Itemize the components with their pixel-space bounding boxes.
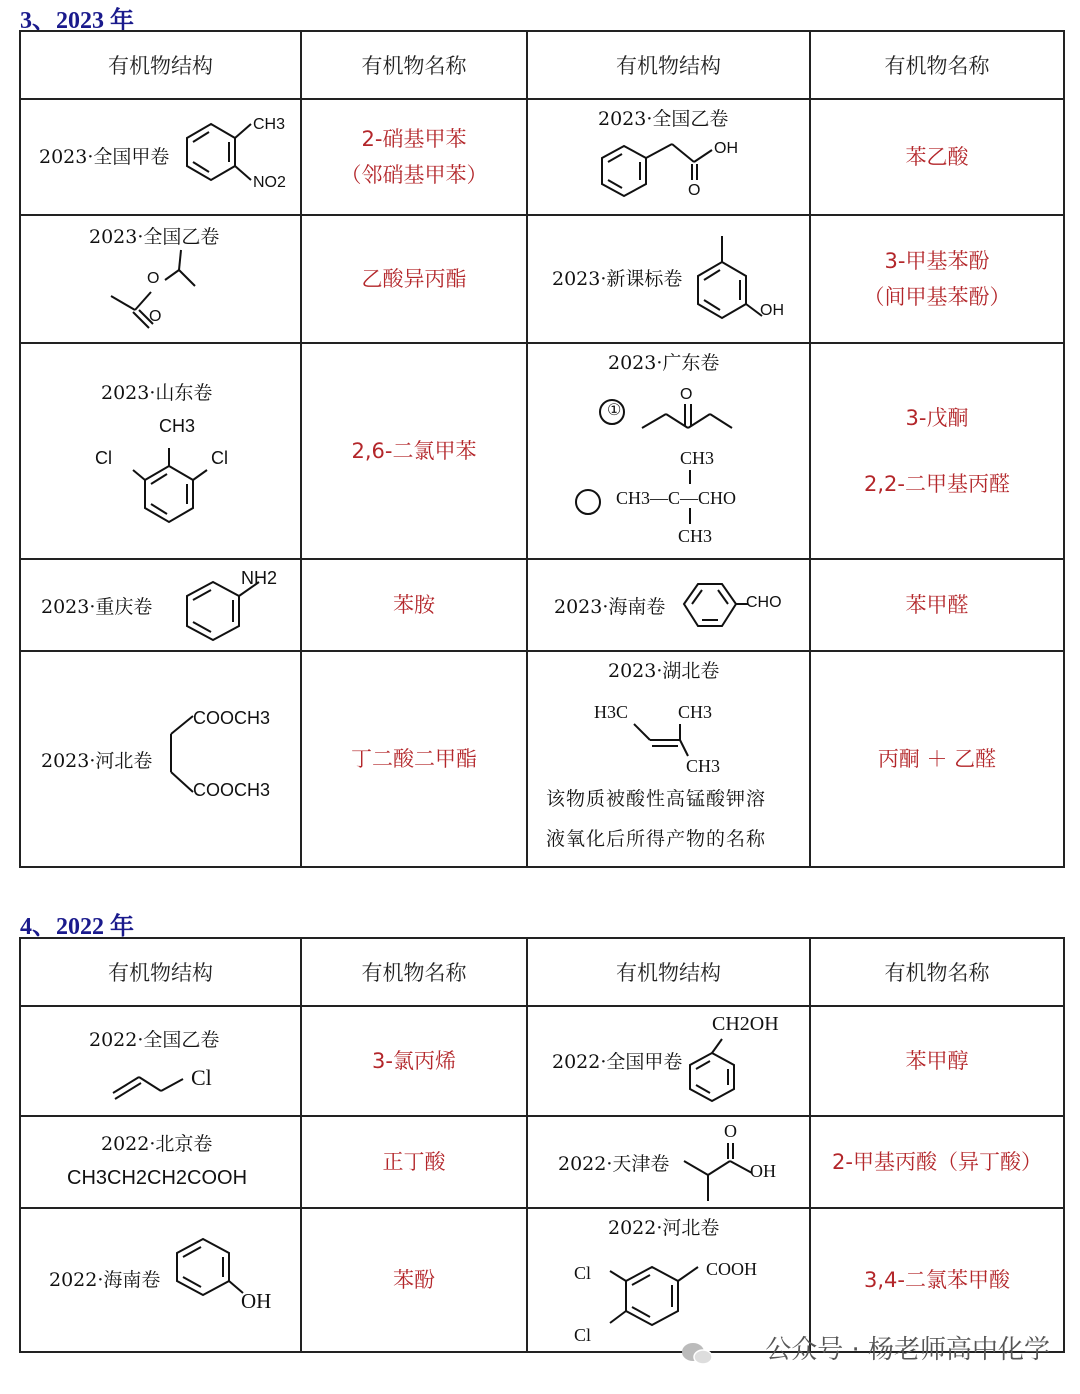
table-row (20, 99, 1064, 215)
structure-cell (527, 651, 810, 867)
cho-label: CHO (746, 594, 782, 611)
source-label: 2023·全国甲卷 (39, 146, 170, 168)
ch3-label: CH3 (678, 702, 713, 722)
cl-label: Cl (95, 448, 112, 468)
nh2-label: NH2 (241, 568, 278, 588)
oh-label: OH (760, 302, 784, 319)
table-row (20, 215, 1064, 343)
name-cell (810, 343, 1064, 559)
name-cell (810, 215, 1064, 343)
name-cell (810, 99, 1064, 215)
o-label: O (680, 386, 693, 403)
ch3-label: CH3 (159, 416, 196, 436)
source-label: 2022·河北卷 (608, 1217, 720, 1239)
table-row (20, 1006, 1064, 1116)
o-label: O (149, 308, 162, 325)
compound-name: 2-甲基丙酸（异丁酸） (832, 1150, 1042, 1174)
header-name: 有机物名称 (810, 938, 1064, 1006)
compound-name: 丙酮 ＋ 乙醛 (877, 747, 997, 771)
structure-cell (20, 559, 301, 651)
table-row (20, 343, 1064, 559)
cooch3-label: COOCH3 (193, 708, 271, 728)
butyric-acid-formula: CH3CH2CH2COOH (67, 1167, 248, 1189)
oh-label: OH (241, 1289, 272, 1313)
header-structure: 有机物结构 (20, 938, 301, 1006)
oh-label: OH (714, 140, 738, 157)
o-label: O (724, 1121, 737, 1141)
cooch3-label: COOCH3 (193, 780, 271, 800)
cooh-label: COOH (706, 1259, 758, 1279)
compound-name: 3,4-二氯苯甲酸 (864, 1268, 1010, 1292)
compound-alias: （邻硝基甲苯） (340, 163, 488, 187)
table-2023 (19, 30, 1065, 868)
o-label: O (147, 270, 160, 287)
question-note: 该物质被酸性高锰酸钾溶 (546, 788, 767, 810)
ch3-label: CH3 (678, 526, 713, 546)
compound-name: 2,6-二氯甲苯 (351, 439, 477, 463)
name-cell (810, 1006, 1064, 1116)
source-label: 2023·广东卷 (608, 352, 720, 374)
compound-name: 3-甲基苯酚 (884, 249, 990, 273)
table-row (20, 559, 1064, 651)
compound-name: 3-戊酮 (905, 406, 969, 430)
compound-name: 苯甲醛 (905, 593, 969, 617)
header-name: 有机物名称 (301, 938, 527, 1006)
watermark: 公众号 · 杨老师高中化学 (765, 1335, 1050, 1365)
compound-name: 正丁酸 (382, 1150, 446, 1174)
structure-cell (527, 1006, 810, 1116)
compound-name: 3-氯丙烯 (372, 1049, 456, 1073)
compound-name: 苯酚 (393, 1268, 435, 1292)
name-cell (301, 215, 527, 343)
structure-cell (527, 343, 810, 559)
source-label: 2023·山东卷 (101, 382, 213, 404)
allyl-chloride-structure (109, 1063, 199, 1103)
source-label: 2023·海南卷 (554, 596, 666, 618)
name-cell (301, 343, 527, 559)
section-title-2023: 3、2023 年 (20, 8, 134, 34)
ch2oh-label: CH2OH (712, 1013, 779, 1035)
name-cell (301, 651, 527, 867)
phenol-structure (171, 1233, 251, 1313)
compound-name: 苯甲醇 (905, 1049, 969, 1073)
name-cell (301, 1116, 527, 1208)
compound-name: 2,2-二甲基丙醛 (864, 472, 1010, 496)
ch3-label: CH3 (680, 448, 715, 468)
compound-name: 丁二酸二甲酯 (351, 747, 477, 771)
name-cell (301, 99, 527, 215)
name-cell (301, 559, 527, 651)
dichlorotoluene-structure (121, 436, 221, 546)
oh-label: OH (750, 1161, 776, 1181)
ch3-label: CH3 (686, 756, 721, 776)
dichlorobenzoic-acid-structure (594, 1253, 724, 1353)
compound-name: 乙酸异丙酯 (361, 267, 467, 291)
header-name: 有机物名称 (301, 31, 527, 99)
pivalaldehyde-formula: CH3—C—CHO (616, 488, 737, 508)
structure-cell (527, 559, 810, 651)
source-label: 2023·河北卷 (41, 750, 153, 772)
structure-cell (20, 215, 301, 343)
question-note: 液氧化后所得产物的名称 (546, 828, 767, 850)
cl-label: Cl (574, 1325, 592, 1345)
header-structure: 有机物结构 (527, 31, 810, 99)
h3c-label: H3C (594, 702, 629, 722)
vertical-bond (686, 468, 696, 528)
benzyl-alcohol-structure (688, 1037, 758, 1107)
name-cell (810, 651, 1064, 867)
table-header-row (20, 938, 1064, 1006)
no2-label: NO2 (253, 174, 286, 191)
compound-name: 苯胺 (393, 593, 435, 617)
source-label: 2023·湖北卷 (608, 660, 720, 682)
structure-cell (20, 343, 301, 559)
section-title-2022: 4、2022 年 (20, 914, 134, 940)
wechat-icon (680, 1340, 714, 1368)
table-row (20, 1116, 1064, 1208)
structure-cell (20, 1116, 301, 1208)
structure-cell (527, 99, 810, 215)
source-label: 2023·全国乙卷 (89, 226, 220, 248)
o-label: O (688, 182, 701, 199)
source-label: 2023·全国乙卷 (598, 108, 729, 130)
compound-name: 2-硝基甲苯 (361, 127, 467, 151)
structure-cell (527, 215, 810, 343)
compound-name: 苯乙酸 (905, 145, 969, 169)
name-cell (301, 1208, 527, 1352)
structure-cell (20, 1006, 301, 1116)
source-label: 2022·海南卷 (49, 1269, 161, 1291)
cl-label: Cl (191, 1065, 212, 1090)
source-label: 2022·全国乙卷 (89, 1029, 220, 1051)
name-cell (810, 1116, 1064, 1208)
header-structure: 有机物结构 (20, 31, 301, 99)
structure-cell (20, 99, 301, 215)
cl-label: Cl (574, 1263, 592, 1283)
source-label: 2023·新课标卷 (552, 268, 683, 290)
header-structure: 有机物结构 (527, 938, 810, 1006)
structure-cell (527, 1116, 810, 1208)
cl-label: Cl (211, 448, 228, 468)
structure-cell (20, 651, 301, 867)
circle-number-label: ① (607, 402, 622, 419)
source-label: 2022·全国甲卷 (552, 1051, 683, 1073)
table-row (20, 651, 1064, 867)
source-label: 2022·北京卷 (101, 1133, 213, 1155)
source-label: 2023·重庆卷 (41, 596, 153, 618)
methylbutene-structure (620, 712, 700, 772)
name-cell (301, 1006, 527, 1116)
header-name: 有机物名称 (810, 31, 1064, 99)
compound-alias: （间甲基苯酚） (863, 285, 1011, 309)
table-header-row (20, 31, 1064, 99)
circle-number-2 (574, 488, 604, 518)
table-2022 (19, 937, 1065, 1353)
ch3-label: CH3 (253, 116, 286, 133)
isopropyl-acetate-structure (109, 256, 219, 336)
source-label: 2022·天津卷 (558, 1153, 670, 1175)
name-cell (810, 559, 1064, 651)
structure-cell (20, 1208, 301, 1352)
